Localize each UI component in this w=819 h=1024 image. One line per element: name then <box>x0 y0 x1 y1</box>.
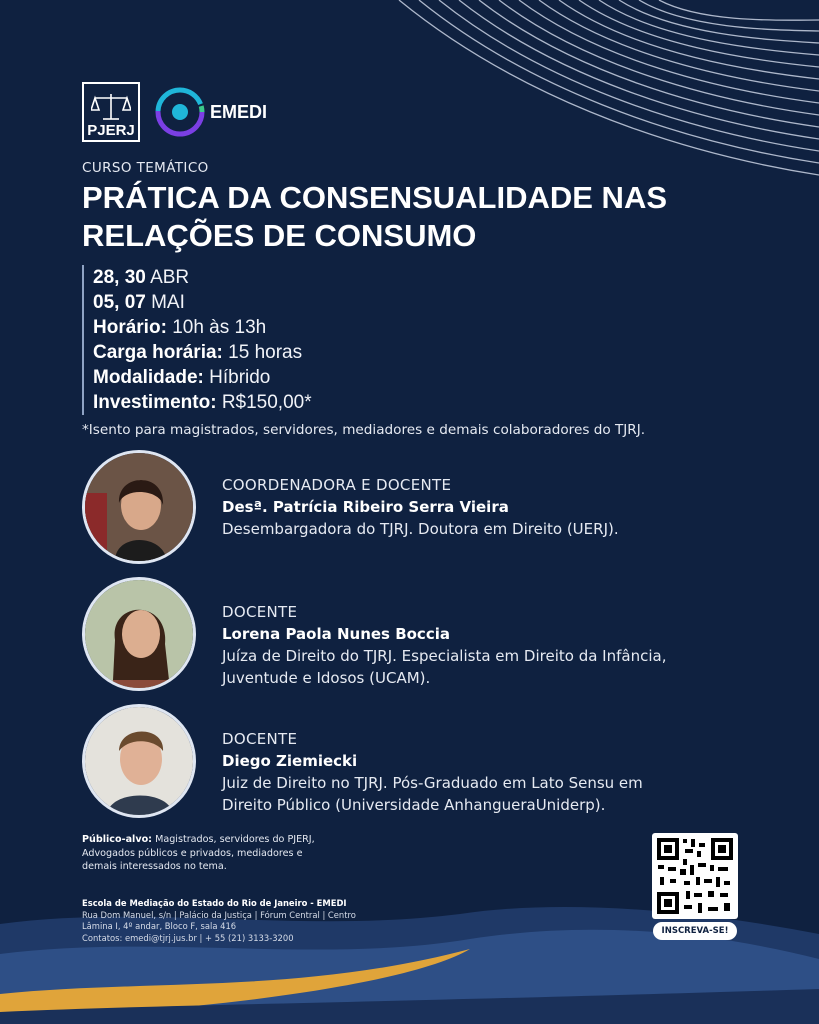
speaker-role: DOCENTE <box>222 730 298 748</box>
exemption-note: *Isento para magistrados, servidores, mediadores e demais colaboradores do TJRJ. <box>82 422 646 438</box>
logos <box>82 82 267 142</box>
scales-icon <box>91 92 131 122</box>
speaker-description-cont: Juventude e Idosos (UCAM). <box>222 669 431 687</box>
qr-code[interactable] <box>652 833 738 919</box>
title-line-1: PRÁTICA DA CONSENSUALIDADE NAS <box>82 180 668 215</box>
speaker-details <box>222 728 782 816</box>
speaker-description: Juiz de Direito no TJRJ. Pós-Graduado em Lato Sensu em <box>222 774 643 792</box>
modality: Modalidade: Híbrido <box>93 367 271 388</box>
speaker-role: COORDENADORA E DOCENTE <box>222 476 452 494</box>
speaker-photo <box>82 704 196 818</box>
speaker-description: Desembargadora do TJRJ. Doutora em Direito (UERJ). <box>222 520 619 538</box>
emedi-logo <box>152 84 267 140</box>
emedi-circle-icon <box>152 84 208 140</box>
pjerj-logo <box>82 82 140 142</box>
speaker-name: Lorena Paola Nunes Boccia <box>222 625 450 643</box>
speaker-details <box>222 601 782 689</box>
course-info <box>82 265 312 415</box>
course-type: CURSO TEMÁTICO <box>82 160 209 176</box>
speaker-photo <box>82 577 196 691</box>
price: Investimento: R$150,00* <box>93 392 312 413</box>
speaker-details <box>222 474 782 540</box>
title-line-2: RELAÇÕES DE CONSUMO <box>82 218 477 253</box>
qr-code-icon <box>652 833 738 919</box>
speaker-name: Diego Ziemiecki <box>222 752 358 770</box>
emedi-logo-text: EMEDI <box>210 101 268 122</box>
page-title <box>82 179 782 255</box>
dates-may: 05, 07 MAI <box>93 292 185 313</box>
speaker-name: Desª. Patrícia Ribeiro Serra Vieira <box>222 498 509 516</box>
speaker-photo <box>82 450 196 564</box>
dates-april: 28, 30 ABR <box>93 267 190 288</box>
target-audience: Público-alvo: Magistrados, servidores do PJERJ, Advogados públicos e privados, mediadores e demais interessados no tema. <box>82 834 315 872</box>
speaker-description-cont: Direito Público (Universidade AnhangueraUniderp). <box>222 796 606 814</box>
schedule: Horário: 10h às 13h <box>93 317 267 338</box>
register-button[interactable]: INSCREVA-SE! <box>653 922 737 940</box>
speaker-description: Juíza de Direito do TJRJ. Especialista em Direito da Infância, <box>222 647 667 665</box>
pjerj-logo-text: PJERJ <box>87 122 135 139</box>
speaker-role: DOCENTE <box>222 603 298 621</box>
workload: Carga horária: 15 horas <box>93 342 303 363</box>
footer-contact: Escola de Mediação do Estado do Rio de Janeiro - EMEDI Rua Dom Manuel, s/n | Palácio da Justiça | Fórum Central | Centro Lâmina I, 4º andar, Bloco F, sala 416 Contatos: emedi@tjrj.jus.br | + 55 (21) 3133-3200 <box>82 898 356 943</box>
